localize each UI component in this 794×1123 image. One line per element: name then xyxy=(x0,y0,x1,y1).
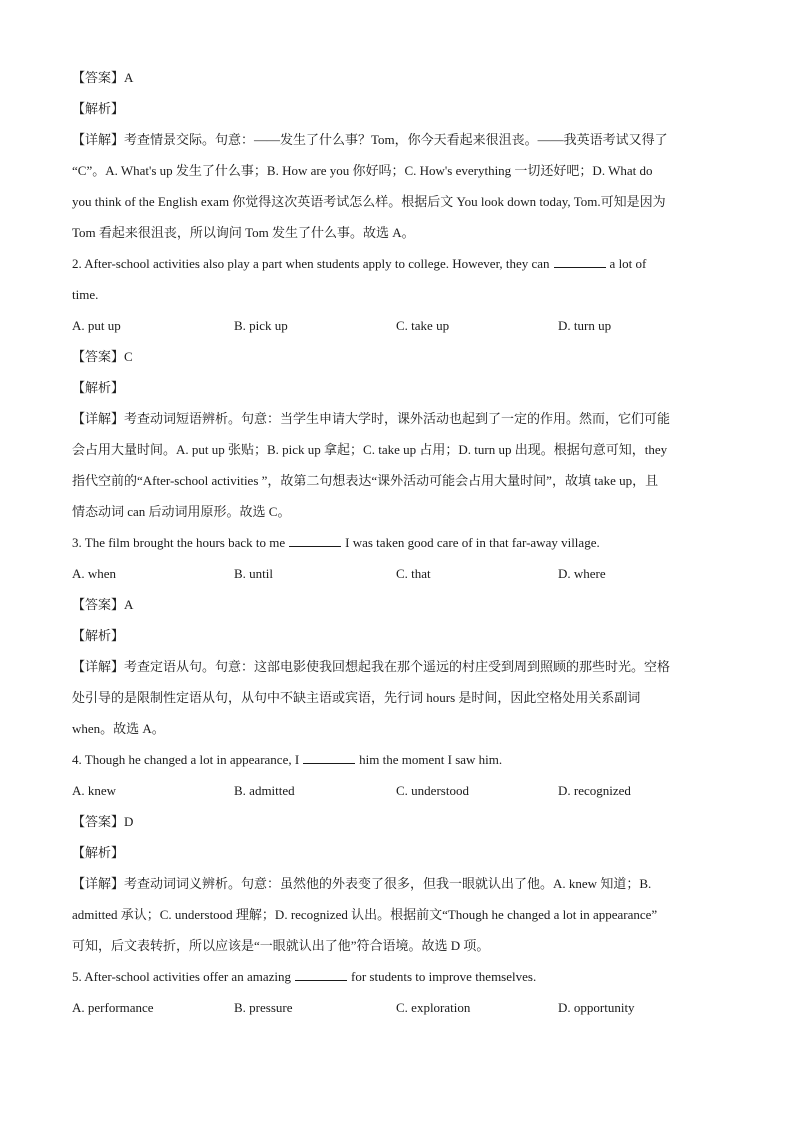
option-b: B. admitted xyxy=(234,783,295,798)
q4-detail-line-3: 可知，后文表转折，所以应该是“一眼就认出了他”符合语境。故选 D 项。 xyxy=(72,938,490,953)
q2-analysis-label: 【解析】 xyxy=(72,380,125,395)
q4-stem: 4. Though he changed a lot in appearance, I him the moment I saw him. xyxy=(72,752,503,767)
q4-analysis-label: 【解析】 xyxy=(72,845,125,860)
q3-analysis-label: 【解析】 xyxy=(72,628,125,643)
q3-detail-line-3: when。故选 A。 xyxy=(72,721,165,736)
q4-detail-line-2: admitted 承认；C. understood 理解；D. recognized 认出。根据前文“Though he changed a lot in appearance” xyxy=(72,907,658,922)
q5-options xyxy=(72,992,722,1023)
q1-detail-line-4: Tom 看起来很沮丧，所以询问 Tom 发生了什么事。故选 A。 xyxy=(72,225,415,240)
option-a: A. knew xyxy=(72,783,117,798)
q2-detail-line-4: 情态动词 can 后动词用原形。故选 C。 xyxy=(72,504,291,519)
q2-stem-cont: time. xyxy=(72,287,99,302)
q1-answer: A xyxy=(124,70,134,85)
q1-analysis-label: 【解析】 xyxy=(72,101,125,116)
answer-blank xyxy=(303,753,355,764)
q1-answer-line xyxy=(72,62,722,93)
option-b: B. pressure xyxy=(234,1000,293,1015)
q3-stem: 3. The film brought the hours back to me I was taken good care of in that far-away village. xyxy=(72,535,600,550)
option-c: C. exploration xyxy=(396,1000,471,1015)
q3-detail-line-2: 处引导的是限制性定语从句，从句中不缺主语或宾语，先行词 hours 是时间，因此空格处用关系副词 xyxy=(72,690,641,705)
answer-blank xyxy=(295,970,347,981)
option-a: A. when xyxy=(72,566,117,581)
answer-blank xyxy=(554,257,606,268)
q3-options xyxy=(72,558,722,589)
q1-detail-line-1: 【详解】考查情景交际。句意：——发生了什么事？Tom，你今天看起来很沮丧。——我英语考试又得了 xyxy=(72,132,668,147)
q3-detail-line-1: 【详解】考查定语从句。句意：这部电影使我回想起我在那个遥远的村庄受到周到照顾的那些时光。空格 xyxy=(72,659,671,674)
document-page xyxy=(72,62,722,1023)
q2-detail-line-1: 【详解】考查动词短语辨析。句意：当学生申请大学时，课外活动也起到了一定的作用。然而，它们可能 xyxy=(72,411,671,426)
answer-blank xyxy=(289,536,341,547)
option-d: D. turn up xyxy=(558,318,612,333)
option-c: C. take up xyxy=(396,318,450,333)
q5-stem: 5. After-school activities offer an amazing for students to improve themselves. xyxy=(72,969,537,984)
q4-options xyxy=(72,775,722,806)
q2-answer-line: 【答案】C xyxy=(72,349,133,364)
option-d: D. opportunity xyxy=(558,1000,635,1015)
option-d: D. recognized xyxy=(558,783,631,798)
q3-answer: A xyxy=(124,597,134,612)
q2-detail-line-2: 会占用大量时间。A. put up 张贴；B. pick up 拿起；C. take up 占用；D. turn up 出现。根据句意可知，they xyxy=(72,442,668,457)
q4-answer-line: 【答案】D xyxy=(72,814,134,829)
q2-options xyxy=(72,310,722,341)
option-c: C. understood xyxy=(396,783,469,798)
q2-detail-line-3: 指代空前的“After-school activities ”，故第二句想表达“课外活动可能会占用大量时间”，故填 take up，且 xyxy=(72,473,659,488)
option-a: A. performance xyxy=(72,1000,154,1015)
q1-detail-line-3: you think of the English exam 你觉得这次英语考试怎么样。根据后文 You look down today, Tom.可知是因为 xyxy=(72,194,666,209)
option-b: B. until xyxy=(234,566,274,581)
q4-detail-line-1: 【详解】考查动词词义辨析。句意：虽然他的外表变了很多，但我一眼就认出了他。A. knew 知道；B. xyxy=(72,876,652,891)
option-d: D. where xyxy=(558,566,606,581)
q2-answer: C xyxy=(124,349,133,364)
option-c: C. that xyxy=(396,566,431,581)
q4-answer: D xyxy=(124,814,134,829)
q2-stem: 2. After-school activities also play a part when students apply to college. However, they can a lot of xyxy=(72,256,647,271)
option-b: B. pick up xyxy=(234,318,288,333)
q3-answer-line: 【答案】A xyxy=(72,597,134,612)
q1-detail-line-2: “C”。A. What's up 发生了什么事；B. How are you 你好吗；C. How's everything 一切还好吧；D. What do xyxy=(72,163,653,178)
option-a: A. put up xyxy=(72,318,121,333)
detail-label: 【详解】 xyxy=(72,132,125,147)
answer-label: 【答案】 xyxy=(72,70,125,85)
